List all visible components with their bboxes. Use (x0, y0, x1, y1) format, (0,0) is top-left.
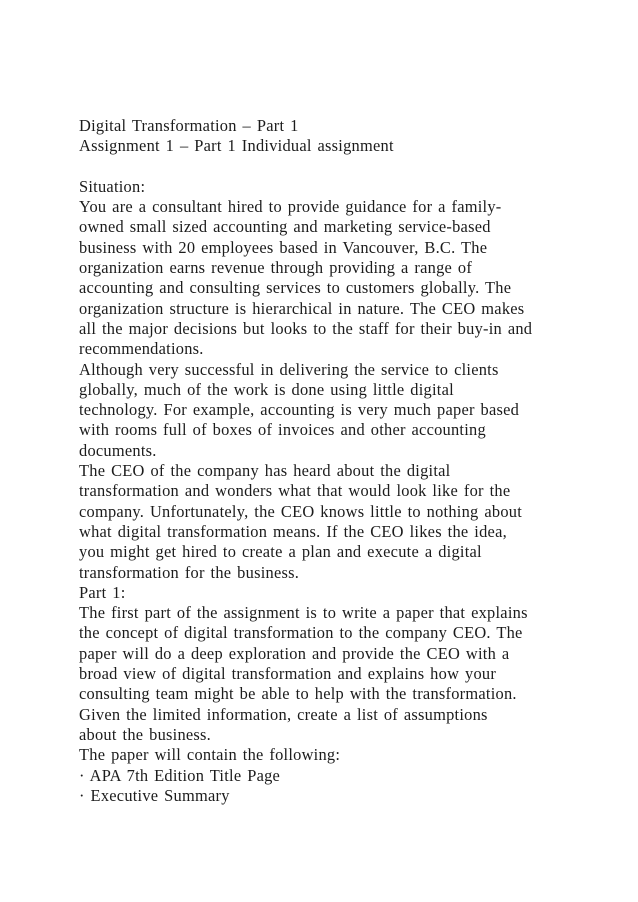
text-line: consulting team might be able to help with the transformation. (79, 684, 517, 704)
text-line: recommendations. (79, 339, 204, 359)
text-line: organization earns revenue through providing a range of (79, 258, 473, 278)
text-line: Although very successful in delivering the service to clients (79, 359, 499, 379)
text-line: Given the limited information, create a list of assumptions (79, 704, 488, 724)
text-line: about the business. (79, 724, 212, 744)
text-line: transformation and wonders what that would look like for the (79, 481, 511, 501)
text-line: transformation for the business. (79, 562, 300, 582)
text-line: You are a consultant hired to provide guidance for a family- (79, 197, 502, 217)
text-line: Part 1: (79, 582, 126, 602)
document-body (79, 177, 599, 806)
text-line: · APA 7th Edition Title Page (79, 765, 281, 785)
text-line: you might get hired to create a plan and execute a digital (79, 542, 482, 562)
text-line: Situation: (79, 176, 146, 196)
blank-line (79, 157, 599, 177)
text-line: the concept of digital transformation to the company CEO. The (79, 623, 523, 643)
text-line: business with 20 employees based in Vancouver, B.C. The (79, 237, 488, 257)
text-line: The first part of the assignment is to write a paper that explains (79, 603, 528, 623)
assignment-subtitle: Assignment 1 – Part 1 Individual assignment (79, 136, 394, 156)
text-line: The CEO of the company has heard about the digital (79, 461, 451, 481)
text-line: paper will do a deep exploration and provide the CEO with a (79, 643, 510, 663)
text-line: globally, much of the work is done using little digital (79, 379, 454, 399)
text-line: what digital transformation means. If the CEO likes the idea, (79, 521, 507, 541)
document-text (79, 116, 599, 806)
text-line: documents. (79, 440, 157, 460)
text-line: broad view of digital transformation and explains how your (79, 664, 497, 684)
text-line: owned small sized accounting and marketing service-based (79, 217, 491, 237)
text-line: all the major decisions but looks to the staff for their buy-in and (79, 318, 533, 338)
text-line: company. Unfortunately, the CEO knows little to nothing about (79, 501, 523, 521)
text-line: accounting and consulting services to customers globally. The (79, 278, 512, 298)
text-line: The paper will contain the following: (79, 745, 341, 765)
text-line: · Executive Summary (79, 785, 230, 805)
document-title: Digital Transformation – Part 1 (79, 116, 299, 135)
text-line: with rooms full of boxes of invoices and other accounting (79, 420, 486, 440)
text-line: technology. For example, accounting is very much paper based (79, 400, 520, 420)
text-line: organization structure is hierarchical in nature. The CEO makes (79, 298, 525, 318)
